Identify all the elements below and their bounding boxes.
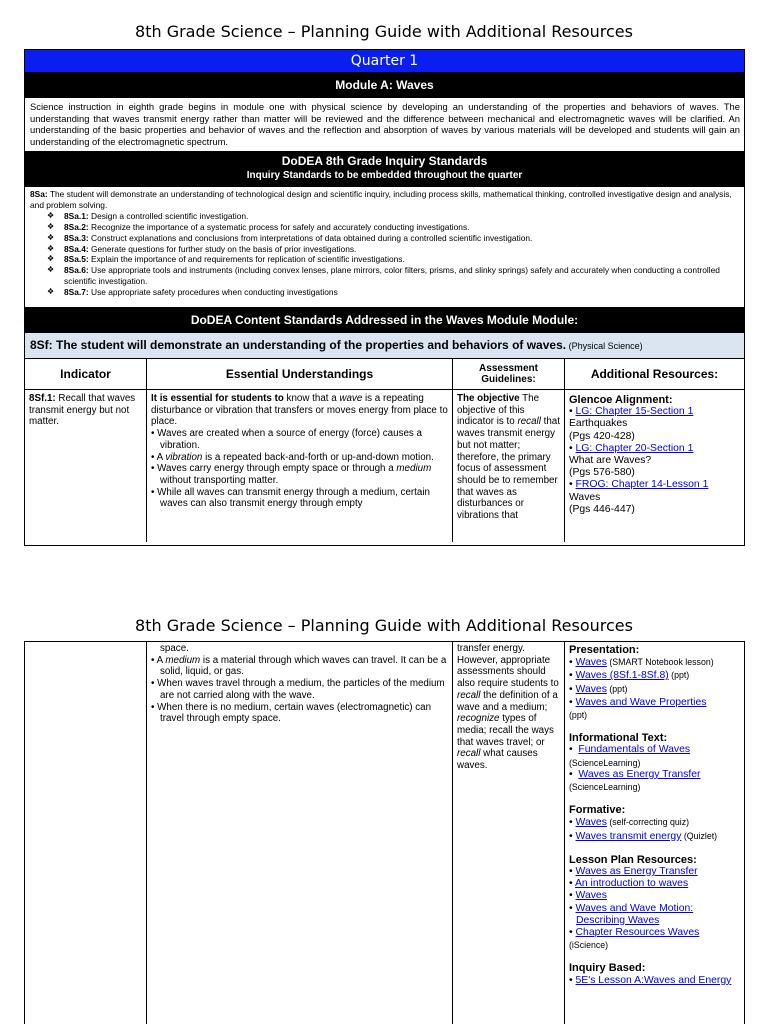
list-item: ❖ 8Sa.5: Explain the importance of and requirements for replication of scientific investigations.: [47, 254, 405, 265]
list-item: • Waves are created when a source of energy (force) causes a vibration.: [151, 428, 422, 451]
formative-link[interactable]: Waves transmit energy: [575, 830, 682, 842]
glencoe-link[interactable]: LG: Chapter 20-Section 1: [575, 442, 694, 454]
presentation-link[interactable]: Waves (8Sf.1-8Sf.8): [575, 670, 669, 682]
diamond-bullet-icon: ❖: [47, 210, 55, 220]
header-assessment: Assessment Guidelines:: [453, 359, 565, 389]
list-item: ❖ 8Sa.4: Generate questions for further study on the basis of prior investigations.: [47, 243, 357, 254]
content-standards-header: DoDEA Content Standards Addressed in the Waves Module Module:: [25, 307, 744, 333]
formative-heading: Formative:: [569, 804, 626, 817]
resources-cell: Glencoe Alignment: • LG: Chapter 15-Section 1 Earthquakes (Pgs 420-428) • LG: Chapter 20-Section 1 What are Waves? (Pgs 576-580) • FROG: Chapter 14-Lesson 1 Waves (Pgs 446-447): [565, 390, 744, 542]
list-item: ❖ 8Sa.1: Design a controlled scientific investigation.: [47, 210, 249, 221]
informational-link[interactable]: Fundamentals of Waves: [578, 744, 691, 756]
diamond-bullet-icon: ❖: [47, 221, 55, 231]
glencoe-link[interactable]: LG: Chapter 15-Section 1: [575, 406, 694, 418]
list-item: • When waves travel through a medium, the particles of the medium are not carried along with the wave.: [151, 678, 445, 701]
formative-link[interactable]: Waves: [575, 817, 607, 829]
diamond-bullet-icon: ❖: [47, 243, 55, 253]
table-row: [25, 642, 744, 1024]
list-item: • Waves as Energy Transfer: [569, 768, 701, 780]
list-item: • LG: Chapter 15-Section 1: [569, 406, 694, 418]
list-item: • A medium is a material through which waves can travel. It can be a solid, liquid, or gas.: [151, 654, 447, 678]
assessment-cell: The objective The objective of this indicator is to recall that waves transmit energy but not matter; therefore, the primary focus of assessment should be to remember that waves as disturbances or vibrations that: [453, 390, 565, 542]
header-essential: Essential Understandings: [147, 359, 453, 389]
list-item: • An introduction to waves: [569, 878, 689, 890]
list-item: • Waves (ppt): [569, 683, 628, 695]
inquiry-subtitle: Inquiry Standards to be embedded throughout the quarter: [246, 170, 523, 181]
presentation-link[interactable]: Waves and Wave Properties: [575, 696, 707, 708]
diamond-bullet-icon: ❖: [47, 265, 55, 275]
inquiry-based-link[interactable]: 5E's Lesson A:Waves and Energy: [575, 974, 732, 986]
quarter-header: Quarter 1: [25, 50, 744, 72]
module-header: Module A: Waves: [25, 72, 744, 98]
standard-8sf: 8Sf: The student will demonstrate an understanding of the properties and behaviors of waves. (Physical Science): [25, 333, 744, 359]
essential-cell-continued: space. • A medium is a material through which waves can travel. It can be a solid, liquid, or gas. • When waves travel through a medium, the particles of the medium are not carried along with the wave. • When there is no medium, certain waves (electromagnetic) can travel through empty space.: [147, 642, 453, 1024]
list-item: ❖ 8Sa.7: Use appropriate safety procedures when conducting investigations: [47, 287, 338, 298]
lesson-plan-link[interactable]: Waves: [575, 890, 607, 902]
presentation-link[interactable]: Waves: [575, 657, 607, 669]
presentation-link[interactable]: Waves: [575, 683, 607, 695]
list-item: • Chapter Resources Waves: [569, 927, 700, 939]
list-item: • Waves (SMART Notebook lesson): [569, 657, 714, 669]
assessment-cell-continued: transfer energy. However, appropriate assessments should also require students to recall the definition of a wave and a medium; recognize types of media; recall the ways that waves travel; or recall what causes waves.: [453, 642, 565, 1024]
lesson-plan-heading: Lesson Plan Resources:: [569, 853, 697, 866]
page-2-table: [24, 641, 745, 1024]
page-title-2: 8th Grade Science – Planning Guide with Additional Resources: [135, 616, 633, 635]
list-item: • Waves (self-correcting quiz): [569, 817, 690, 829]
informational-link[interactable]: Waves as Energy Transfer: [578, 768, 701, 780]
list-item: • LG: Chapter 20-Section 1: [569, 442, 694, 454]
list-item: • Waves: [569, 890, 607, 902]
list-item: • Waves carry energy through empty space or through a medium without transporting matter.: [151, 463, 432, 486]
table-row: [25, 390, 744, 542]
inquiry-standards: [25, 187, 744, 307]
inquiry-list: [30, 211, 740, 298]
column-headers: [25, 359, 744, 390]
list-item: • While all waves can transmit energy through a medium, certain waves can also transmit energy through empty: [151, 486, 430, 510]
page-title: 8th Grade Science – Planning Guide with Additional Resources: [135, 22, 633, 41]
indicator-cell-continued: [25, 642, 147, 1024]
page-1-table: [24, 49, 745, 546]
list-item: • Fundamentals of Waves: [569, 744, 691, 756]
header-resources: Additional Resources:: [590, 367, 719, 381]
glencoe-link[interactable]: FROG: Chapter 14-Lesson 1: [575, 479, 709, 491]
header-indicator: Indicator: [25, 359, 147, 389]
list-item: ❖ 8Sa.6: Use appropriate tools and instruments (including convex lenses, plane mirrors, color filters, prisms, and slinky springs) safely and accurately when conducting a controlled scientific investigation.: [47, 265, 720, 287]
glencoe-heading: Glencoe Alignment:: [569, 394, 673, 406]
list-item: • FROG: Chapter 14-Lesson 1: [569, 479, 709, 491]
list-item: ❖ 8Sa.3: Construct explanations and conclusions from interpretations of data obtained during a controlled scientific investigation.: [47, 232, 533, 243]
inquiry-based-heading: Inquiry Based:: [569, 962, 646, 975]
list-item: • 5E's Lesson A:Waves and Energy: [569, 974, 732, 986]
list-item: • A vibration is a repeated back-and-forth or up-and-down motion.: [151, 451, 434, 463]
resources-cell-continued: Presentation: • Waves (SMART Notebook lesson) • Waves (8Sf.1-8Sf.8) (ppt) • Waves (ppt) • Waves and Wave Properties (ppt) Informational Text: • Fundamentals of Waves (ScienceLearning) • Waves as Energy Transfer (ScienceLearning) Formative: • Waves (self-correcting quiz) • Waves transmit energy (Quizlet) Lesson Plan Resources: • Waves as Energy Transfer • An introduction to waves • Waves • Waves and Wave Motion: Describing Waves • Chapter Resources Waves (iScience) Inquiry Based: • 5E's Lesson A:Waves and Energy: [565, 642, 744, 1024]
lesson-plan-link[interactable]: Waves as Energy Transfer: [575, 866, 698, 878]
lesson-plan-link[interactable]: Chapter Resources Waves: [575, 927, 700, 939]
list-item: • Waves transmit energy (Quizlet): [569, 830, 718, 842]
diamond-bullet-icon: ❖: [47, 254, 55, 264]
module-intro: Science instruction in eighth grade begins in module one with physical science by developing an understanding of the properties and behaviors of waves. The understanding that waves transmit energy rather than matter will be reviewed and the difference between mechanical and electromagnetic waves will be clarified. An understanding of the basic properties and behavior of waves and the reflection and absorption of waves by various materials will be developed and students will gain an understanding of the electromagnetic spectrum.: [25, 98, 744, 152]
informational-heading: Informational Text:: [569, 732, 668, 745]
diamond-bullet-icon: ❖: [47, 287, 55, 297]
indicator-cell: 8Sf.1: Recall that waves transmit energy but not matter.: [25, 390, 147, 542]
lesson-plan-link[interactable]: An introduction to waves: [574, 878, 689, 890]
inquiry-standards-header: [25, 152, 744, 187]
list-item: • Waves and Wave Properties: [569, 696, 707, 708]
presentation-heading: Presentation:: [569, 644, 640, 656]
list-item: • Waves as Energy Transfer: [569, 866, 698, 878]
lesson-plan-link[interactable]: Waves and Wave Motion: Describing Waves: [575, 902, 694, 926]
inquiry-lead: 8Sa: The student will demonstrate an understanding of technological design and scientific inquiry, including process skills, mathematical thinking, controlled investigative design and analysis, and problem solving.: [30, 189, 732, 210]
list-item: • Waves (8Sf.1-8Sf.8) (ppt): [569, 670, 690, 682]
list-item: ❖ 8Sa.2: Recognize the importance of a systematic process for safely and accurately conducting investigations.: [47, 221, 470, 232]
essential-cell: It is essential for students to know that a wave is a repeating disturbance or vibration that transfers or moves energy from place to place. • Waves are created when a source of energy (force) causes a vibration. • A vibration is a repeated back-and-forth or up-and-down motion. • Waves carry energy through empty space or through a medium without transporting matter. • While all waves can transmit energy through a medium, certain waves can also transmit energy through empty: [147, 390, 453, 542]
inquiry-title: DoDEA 8th Grade Inquiry Standards: [281, 154, 488, 168]
list-item: • When there is no medium, certain waves (electromagnetic) can travel through empty space.: [151, 701, 432, 725]
list-item: • Waves and Wave Motion: Describing Waves: [569, 902, 694, 926]
diamond-bullet-icon: ❖: [47, 232, 55, 242]
